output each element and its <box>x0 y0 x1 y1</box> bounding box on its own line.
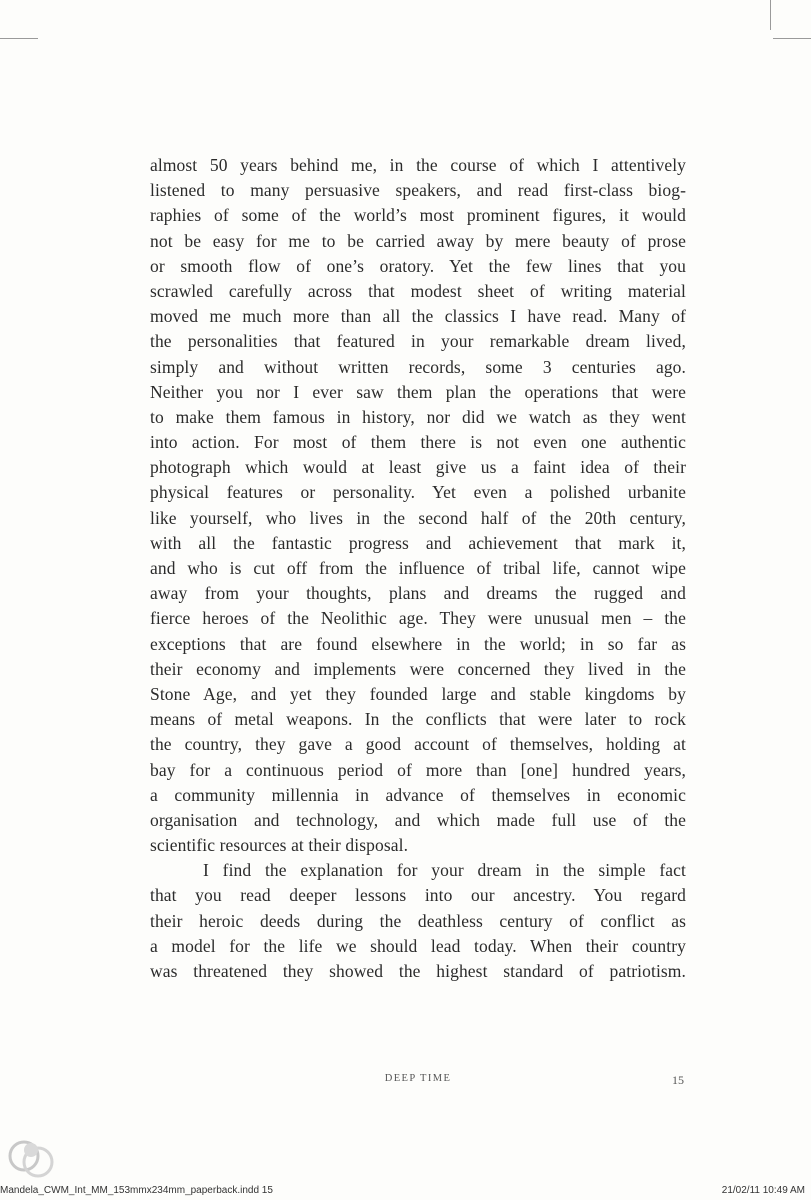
text-line: the country, they gave a good account of themselves, holding at <box>150 734 686 755</box>
crop-mark-top-right-vertical <box>770 0 771 30</box>
text-line: or smooth flow of one’s oratory. Yet the few lines that you <box>150 255 686 276</box>
crop-mark-top-right-horizontal <box>773 38 811 39</box>
text-line: moved me much more than all the classics I have read. Many of <box>150 306 686 327</box>
paragraph-end-line: scientific resources at their disposal. <box>150 835 409 856</box>
running-footer <box>150 1073 686 1089</box>
text-line: that you read deeper lessons into our ancestry. You regard <box>150 885 686 906</box>
text-line: Neither you nor I ever saw them plan the operations that were <box>150 381 686 402</box>
text-line: like yourself, who lives in the second half of the 20th century, <box>150 507 686 528</box>
text-line: not be easy for me to be carried away by mere beauty of prose <box>150 230 686 251</box>
text-line: almost 50 years behind me, in the course of which I attentively <box>150 155 686 175</box>
text-line: bay for a continuous period of more than [one] hundred years, <box>150 759 686 780</box>
text-line: a community millennia in advance of themselves in economic <box>150 784 686 805</box>
text-line: fierce heroes of the Neolithic age. They were unusual men – the <box>150 608 686 629</box>
text-line: physical features or personality. Yet even a polished urbanite <box>150 482 686 503</box>
text-line: raphies of some of the world’s most prominent figures, it would <box>150 205 686 226</box>
text-line: and who is cut off from the influence of tribal life, cannot wipe <box>150 558 686 578</box>
text-line: means of metal weapons. In the conflicts that were later to rock <box>150 709 686 730</box>
text-line: was threatened they showed the highest standard of patriotism. <box>150 961 686 981</box>
text-line: to make them famous in history, nor did we watch as they went <box>150 406 686 427</box>
text-line: away from your thoughts, plans and dreams the rugged and <box>150 583 686 604</box>
text-line: a model for the life we should lead today. When their country <box>150 935 686 956</box>
text-line: their economy and implements were concerned they lived in the <box>150 658 686 679</box>
text-line: with all the fantastic progress and achievement that mark it, <box>150 532 686 553</box>
running-title: DEEP TIME <box>384 1073 452 1084</box>
watermark-logo-icon <box>0 1128 62 1190</box>
print-timestamp: 21/02/11 10:49 AM <box>721 1185 805 1196</box>
text-line: simply and without written records, some 3 centuries ago. <box>150 356 686 377</box>
text-line: listened to many persuasive speakers, and read first-class biog- <box>150 180 686 201</box>
text-line: their heroic deeds during the deathless century of conflict as <box>150 910 686 931</box>
text-line: the personalities that featured in your remarkable dream lived, <box>150 331 686 352</box>
page-number: 15 <box>672 1073 684 1087</box>
text-line: organisation and technology, and which made full use of the <box>150 809 686 830</box>
text-line: exceptions that are found elsewhere in the world; in so far as <box>150 633 686 654</box>
paragraph-start-line: I find the explanation for your dream in the simple fact <box>203 860 686 881</box>
text-line: scrawled carefully across that modest sheet of writing material <box>150 280 686 301</box>
text-line: photograph which would at least give us a faint idea of their <box>150 457 686 478</box>
body-text <box>150 153 686 984</box>
text-line: into action. For most of them there is not even one authentic <box>150 432 686 453</box>
text-line: Stone Age, and yet they founded large and stable kingdoms by <box>150 683 686 704</box>
file-slug: Mandela_CWM_Int_MM_153mmx234mm_paperback.indd 15 <box>0 1185 273 1196</box>
crop-mark-top-left <box>0 38 38 39</box>
